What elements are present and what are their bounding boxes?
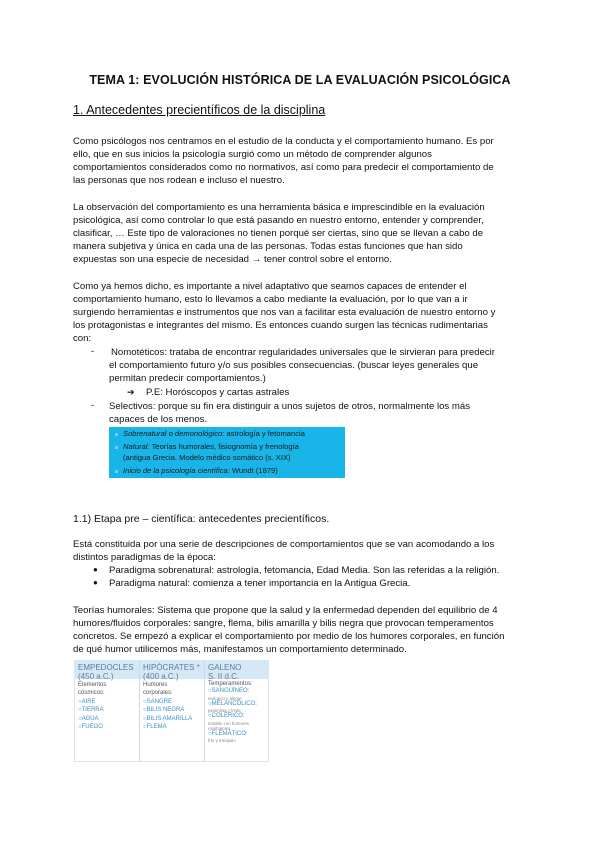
highlight-row: (antigua Grecia. Modelo médico somático (s. XIX)	[123, 453, 291, 462]
table-column-galeno	[205, 661, 268, 761]
column-body: Temperamentos: ○SANGUÍNEO: enérgico y alegre ○MELANCÓLICO: pesimista y triste ○COLÉRICO: irritable con humores cambiantes ○FLEMÁTICO: frío y tranquilo	[208, 681, 257, 744]
square-bullet-icon	[115, 433, 118, 436]
column-header: GALENO S. II d.C.	[205, 661, 268, 679]
highlight-row: Inicio de la psicología científica: Wundt (1879)	[115, 465, 278, 477]
text-line: distintos paradigmas de la época:	[73, 552, 216, 563]
highlight-row: Natural: Teorías humorales, fisiognomía y frenología	[115, 441, 299, 453]
text-line: Como psicólogos nos centramos en el estudio de la conducta y el comportamiento humano. Es por	[73, 136, 494, 147]
text-line: comportamientos considerados como no normativos, así como para predecir el comportamiento de	[73, 162, 494, 173]
bullet-icon: ●	[93, 578, 98, 587]
column-body: Elementos cósmicos: ○AIRE ○TIERRA ○AGUA ○FUEGO	[78, 682, 107, 731]
text-line: comportamiento humano, esto lo llevamos a cabo mediante la evaluación, por lo que van a ir	[73, 294, 468, 305]
page-title: TEMA 1: EVOLUCIÓN HISTÓRICA DE LA EVALUACIÓN PSICOLÓGICA	[89, 73, 511, 87]
table-column-hipocrates	[140, 661, 204, 761]
list-item-text: Selectivos: porque su fin era distinguir a unos sujetos de otros, normalmente los más	[109, 401, 471, 412]
text-line: surgiendo herramientas e instrumentos que nos van a facilitar esta evaluación de nuestro entorno y	[73, 307, 496, 318]
text-line: manera subjetiva y única en cada una de las personas. Todas estas funciones que han sido	[73, 241, 463, 252]
column-header: HIPÓCRATES * (400 a.C.)	[140, 661, 204, 679]
text-line: psicológica, así como controlar lo que está pasando en nuestro entorno, entender y comprender,	[73, 215, 484, 226]
text-line: las personas que nos rodean e incluso el nuestro.	[73, 175, 285, 186]
text-line: clasificar, … Este tipo de valoraciones no tienen porqué ser ciertas, sino que se llevan a cabo de	[73, 228, 484, 239]
section-heading-1-1: 1.1) Etapa pre – científica: antecedentes precientíficos.	[73, 513, 330, 525]
text-line: los protagonistas e integrantes del mismo. Es entonces cuando surgen las técnicas rudimentarias	[73, 320, 488, 331]
text-line: humores/fluidos corporales: sangre, flema, bilis amarilla y bilis negra que provocan temperamentos	[73, 618, 494, 629]
sub-list-item: P.E: Horóscopos y cartas astrales	[146, 387, 290, 398]
list-item-text: capaces de los menos.	[109, 414, 208, 425]
text-line: con:	[73, 333, 92, 344]
text-line: Está constituida por una serie de descripciones de comportamientos que se van acomodando a los	[73, 539, 495, 550]
text-line: expuestas son una especie de necesidad → tener control sobre el entorno.	[73, 254, 392, 265]
list-dash: -	[91, 400, 95, 411]
text-line: de qué humor utilicemos más, manifestamos un comportamiento determinado.	[73, 644, 407, 655]
list-dash: -	[91, 346, 95, 357]
square-bullet-icon	[115, 446, 118, 449]
bullet-icon: ●	[93, 565, 98, 574]
column-header: EMPEDOCLES (450 a.C.)	[75, 661, 139, 679]
highlight-row: Sobrenatural o demonológico: astrología y fetomancia	[115, 428, 305, 440]
section-heading-1: 1. Antecedentes precientíficos de la disciplina	[73, 103, 326, 117]
table-column-empedocles	[75, 661, 139, 761]
list-item-text: el comportamiento futuro y/o sus posibles consecuencias. (buscar leyes generales que	[109, 360, 479, 371]
arrow-icon: ➔	[127, 387, 135, 397]
bullet-item: Paradigma sobrenatural: astrología, fetomancia, Edad Media. Son las referidas a la religión.	[109, 565, 500, 576]
bullet-item: Paradigma natural: comienza a tener importancia en la Antigua Grecia.	[109, 578, 411, 589]
text-line: La observación del comportamiento es una herramienta básica e imprescindible en la evaluación	[73, 202, 485, 213]
text-line: Como ya hemos dicho, es importante a nivel adaptativo que seamos capaces de entender el	[73, 281, 467, 292]
column-body: Humores corporales: ○SANGRE ○BILIS NEGRA ○BILIS AMARILLA ○FLEMA	[143, 682, 193, 731]
text-line: ello, que en sus inicios la psicología surgió como un método de comprender algunos	[73, 149, 432, 160]
humoral-theories-table	[74, 660, 269, 762]
square-bullet-icon	[115, 470, 118, 473]
paradigms-highlight-box	[109, 427, 345, 478]
text-line: Teorías humorales: Sistema que propone que la salud y la enfermedad dependen del equilibrio de 4	[73, 605, 498, 616]
list-item-text: permitan predecir comportamientos.)	[109, 373, 266, 384]
text-line: concretos. Se empezó a explicar el comportamiento por medio de los humores corporales, en función	[73, 631, 505, 642]
list-item-text: Nomotéticos: trataba de encontrar regularidades universales que le sirvieran para predecir	[111, 347, 495, 358]
